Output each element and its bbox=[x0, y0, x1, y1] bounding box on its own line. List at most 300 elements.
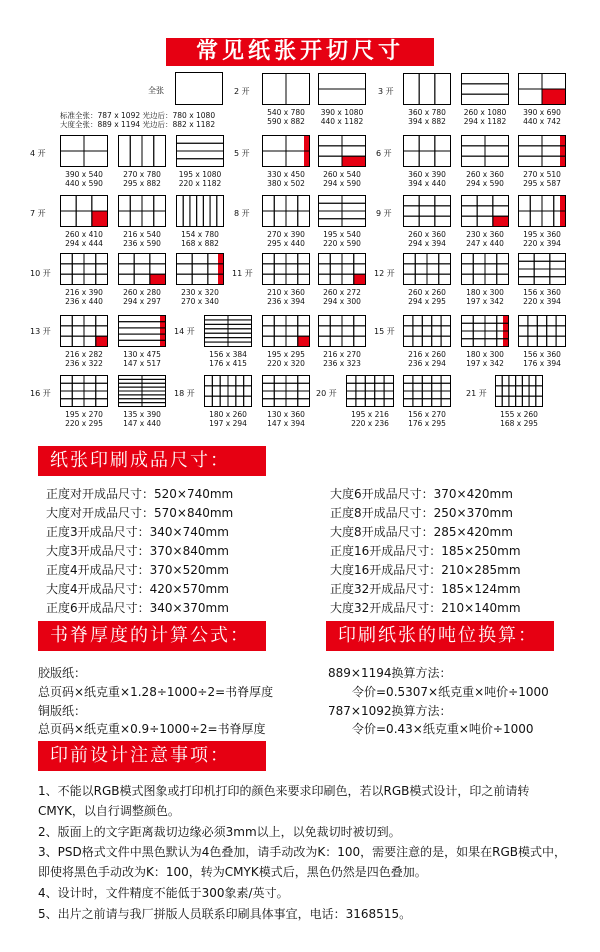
cut-cell bbox=[441, 383, 450, 391]
cut-cell bbox=[404, 206, 420, 216]
cut-size-caption-11-1: 130 x 475 147 x 517 bbox=[123, 350, 161, 368]
cut-cell bbox=[220, 396, 228, 406]
cut-diagram-7-2 bbox=[518, 195, 566, 227]
finished-size-right-5: 正度32开成品尺寸：185×124mm bbox=[330, 582, 521, 596]
cut-size-caption-1-1: 260 x 1080 294 x 1182 bbox=[463, 108, 507, 126]
cut-cell bbox=[462, 331, 474, 339]
cut-cell bbox=[61, 336, 73, 346]
cut-cell bbox=[375, 399, 384, 407]
cut-cell bbox=[286, 264, 298, 274]
group-label-1: 3 开 bbox=[378, 87, 394, 96]
cut-cell bbox=[298, 264, 310, 274]
cut-cell bbox=[427, 264, 439, 274]
spine-coated-formula: 总页码×纸克重×0.9÷1000÷2=书脊厚度 bbox=[38, 722, 266, 736]
cut-cell bbox=[183, 196, 190, 227]
note-1: 1、不能以RGB模式图象或打印机打印的颜色来要求印刷色，若以RGB模式设计，印之前请转CMYK，以自行调整颜色。 bbox=[38, 784, 530, 818]
cut-cell bbox=[263, 74, 287, 105]
cut-cell bbox=[432, 383, 441, 391]
waste-area bbox=[354, 274, 366, 284]
cut-cell bbox=[61, 254, 73, 264]
cut-cell bbox=[263, 316, 275, 326]
finished-size-right-2: 大度8开成品尺寸：285×420mm bbox=[330, 525, 513, 539]
cut-size-caption-2-2: 195 x 1080 220 x 1182 bbox=[178, 170, 222, 188]
cut-cell bbox=[142, 395, 166, 399]
cut-cell bbox=[404, 336, 413, 346]
cut-cell bbox=[365, 376, 374, 384]
cut-cell bbox=[485, 156, 509, 166]
cut-cell bbox=[84, 376, 96, 384]
cut-cell bbox=[404, 399, 413, 407]
cut-cell bbox=[263, 399, 275, 407]
cut-cell bbox=[92, 196, 108, 212]
finished-size-left-5: 大度4开成品尺寸：420×570mm bbox=[46, 582, 229, 596]
cut-size-caption-5-2: 154 x 780 168 x 882 bbox=[181, 230, 219, 248]
cut-cell bbox=[536, 386, 543, 396]
cut-cell bbox=[342, 316, 354, 326]
cut-size-caption-5-1: 216 x 540 236 x 590 bbox=[123, 230, 161, 248]
cut-cell bbox=[462, 84, 509, 94]
cut-cell bbox=[356, 391, 365, 399]
cut-cell bbox=[422, 383, 431, 391]
waste-area bbox=[96, 336, 108, 346]
cut-diagram-11-1 bbox=[118, 315, 166, 347]
cut-cell bbox=[72, 274, 84, 284]
cut-cell bbox=[462, 156, 486, 166]
cut-cell bbox=[286, 376, 298, 384]
cut-cell bbox=[413, 326, 422, 336]
cut-cell bbox=[142, 403, 166, 407]
cut-cell bbox=[493, 206, 509, 216]
cut-cell bbox=[330, 326, 342, 336]
cut-cell bbox=[473, 339, 485, 347]
group-label-7: 9 开 bbox=[376, 209, 392, 218]
cut-cell bbox=[404, 376, 413, 384]
cut-cell bbox=[274, 399, 286, 407]
cut-cell bbox=[330, 274, 342, 284]
cut-cell bbox=[142, 383, 166, 387]
cut-cell bbox=[263, 336, 275, 346]
cut-cell bbox=[435, 151, 451, 167]
cut-cell bbox=[319, 336, 331, 346]
cut-cell bbox=[462, 264, 474, 274]
cut-diagram-15-1 bbox=[262, 375, 310, 407]
cut-cell bbox=[354, 264, 366, 274]
cut-cell bbox=[286, 74, 310, 105]
cut-cell bbox=[342, 219, 366, 227]
cut-cell bbox=[550, 277, 566, 285]
finished-size-right-1: 正度8开成品尺寸：250×370mm bbox=[330, 506, 513, 520]
cut-cell bbox=[142, 391, 166, 395]
cut-cell bbox=[419, 206, 435, 216]
cut-size-caption-11-0: 216 x 282 236 x 322 bbox=[65, 350, 103, 368]
group-label-2: 4 开 bbox=[30, 149, 46, 158]
cut-cell bbox=[404, 196, 420, 206]
group-label-17: 21 开 bbox=[466, 389, 487, 398]
cut-cell bbox=[228, 329, 252, 333]
cut-cell bbox=[203, 196, 210, 227]
cut-cell bbox=[274, 254, 286, 264]
cut-size-caption-8-1: 260 x 280 294 x 297 bbox=[123, 288, 161, 306]
cut-cell bbox=[534, 277, 550, 285]
cut-cell bbox=[530, 211, 542, 227]
cut-cell bbox=[263, 383, 275, 391]
cut-cell bbox=[534, 261, 550, 269]
cut-cell bbox=[84, 326, 96, 336]
cut-size-caption-7-0: 260 x 360 294 x 394 bbox=[408, 230, 446, 248]
cut-cell bbox=[84, 316, 96, 326]
cut-size-caption-4-2: 270 x 510 295 x 587 bbox=[523, 170, 561, 188]
cut-cell bbox=[84, 399, 96, 407]
cut-cell bbox=[192, 264, 208, 274]
cut-cell bbox=[61, 316, 73, 326]
cut-cell bbox=[72, 326, 84, 336]
cut-cell bbox=[330, 316, 342, 326]
cut-cell bbox=[375, 376, 384, 384]
cut-cell bbox=[462, 323, 474, 331]
cut-diagram-6-1 bbox=[318, 195, 366, 227]
cut-cell bbox=[319, 136, 343, 146]
cut-cell bbox=[497, 264, 509, 274]
cut-cell bbox=[205, 376, 213, 386]
cut-cell bbox=[244, 386, 252, 396]
cut-cell bbox=[547, 326, 556, 336]
cut-cell bbox=[61, 136, 85, 152]
cut-cell bbox=[404, 74, 420, 105]
cut-cell bbox=[205, 342, 229, 346]
cut-cell bbox=[274, 316, 286, 326]
cut-cell bbox=[473, 264, 485, 274]
finished-size-right-6: 大度32开成品尺寸：210×140mm bbox=[330, 601, 521, 615]
group-label-8: 10 开 bbox=[30, 269, 51, 278]
cut-cell bbox=[84, 336, 96, 346]
group-label-13: 15 开 bbox=[374, 327, 395, 336]
cut-cell bbox=[61, 391, 73, 399]
cut-size-caption-0-0: 540 x 780 590 x 882 bbox=[267, 108, 305, 126]
cut-cell bbox=[274, 211, 286, 227]
cut-cell bbox=[354, 336, 366, 346]
cut-cell bbox=[274, 196, 286, 212]
cut-cell bbox=[435, 216, 451, 226]
cut-cell bbox=[96, 264, 108, 274]
cut-cell bbox=[263, 211, 275, 227]
cut-cell bbox=[119, 211, 131, 227]
cut-diagram-13-1 bbox=[461, 315, 509, 347]
cut-cell bbox=[522, 396, 529, 406]
cut-cell bbox=[528, 316, 537, 326]
group-label-14: 16 开 bbox=[30, 389, 51, 398]
cut-cell bbox=[263, 326, 275, 336]
cut-cell bbox=[84, 136, 108, 152]
cut-size-caption-2-1: 270 x 780 295 x 882 bbox=[123, 170, 161, 188]
cut-cell bbox=[432, 391, 441, 399]
cut-cell bbox=[537, 316, 546, 326]
cut-cell bbox=[319, 211, 343, 219]
cut-cell bbox=[419, 74, 435, 105]
cut-cell bbox=[286, 383, 298, 391]
cut-cell bbox=[473, 323, 485, 331]
cut-cell bbox=[119, 316, 166, 322]
cut-cell bbox=[286, 254, 298, 264]
cut-cell bbox=[509, 376, 516, 386]
cut-cell bbox=[228, 338, 252, 342]
cut-cell bbox=[536, 396, 543, 406]
cut-diagram-6-0 bbox=[262, 195, 310, 227]
cut-diagram-17-0 bbox=[495, 375, 543, 407]
cut-size-caption-0-1: 390 x 1080 440 x 1182 bbox=[320, 108, 364, 126]
cut-cell bbox=[263, 274, 275, 284]
cut-cell bbox=[356, 399, 365, 407]
cut-cell bbox=[435, 206, 451, 216]
cut-cell bbox=[154, 136, 166, 167]
cut-cell bbox=[502, 376, 509, 386]
cut-cell bbox=[319, 274, 331, 284]
cut-cell bbox=[496, 376, 503, 386]
cut-cell bbox=[342, 264, 354, 274]
cut-cell bbox=[365, 383, 374, 391]
cut-cell bbox=[342, 274, 354, 284]
cut-cell bbox=[274, 391, 286, 399]
section-tonnage: 印刷纸张的吨位换算： bbox=[326, 621, 554, 651]
cut-cell bbox=[422, 399, 431, 407]
cut-cell bbox=[84, 274, 96, 284]
cut-cell bbox=[61, 274, 73, 284]
cut-cell bbox=[205, 329, 229, 333]
section-prepress-notes: 印前设计注意事项： bbox=[38, 741, 266, 771]
full-sheet-label: 全张 bbox=[148, 86, 164, 95]
cut-cell bbox=[404, 254, 416, 264]
cut-size-caption-3-0: 330 x 450 380 x 502 bbox=[267, 170, 305, 188]
cut-cell bbox=[432, 326, 441, 336]
cut-size-caption-16-1: 156 x 270 176 x 295 bbox=[408, 410, 446, 428]
cut-cell bbox=[84, 254, 96, 264]
cut-size-caption-15-1: 130 x 360 147 x 394 bbox=[267, 410, 305, 428]
cut-size-caption-6-1: 195 x 540 220 x 590 bbox=[323, 230, 361, 248]
cut-cell bbox=[72, 399, 84, 407]
cut-cell bbox=[384, 391, 393, 399]
cut-cell bbox=[441, 326, 450, 336]
cut-cell bbox=[485, 146, 509, 156]
group-label-15: 18 开 bbox=[174, 389, 195, 398]
group-label-12: 14 开 bbox=[174, 327, 195, 336]
waste-area bbox=[542, 89, 566, 105]
group-label-5: 7 开 bbox=[30, 209, 46, 218]
cut-cell bbox=[530, 196, 542, 212]
cut-cell bbox=[519, 254, 535, 262]
cut-size-caption-14-0: 195 x 270 220 x 295 bbox=[65, 410, 103, 428]
cut-diagram-9-1 bbox=[318, 253, 366, 285]
cut-cell bbox=[404, 264, 416, 274]
cut-cell bbox=[177, 254, 193, 264]
cut-cell bbox=[119, 379, 143, 383]
cut-cell bbox=[130, 196, 142, 212]
cut-cell bbox=[96, 383, 108, 391]
cut-cell bbox=[519, 196, 531, 212]
cut-cell bbox=[462, 206, 478, 216]
cut-cell bbox=[519, 146, 543, 156]
cut-cell bbox=[502, 386, 509, 396]
cut-cell bbox=[347, 399, 356, 407]
cut-cell bbox=[347, 391, 356, 399]
cut-diagram-10-1 bbox=[461, 253, 509, 285]
cut-cell bbox=[354, 326, 366, 336]
cut-diagram-7-0 bbox=[403, 195, 451, 227]
cut-cell bbox=[228, 324, 252, 328]
note-3: 3、PSD格式文件中黑色默认为4色叠加，请手动改为K：100，需要注意的是，如果在RGB模式中，即使将黑色手动改为K：100，转为CMYK模式后，黑色仍然是四色叠加。 bbox=[38, 845, 567, 879]
cut-cell bbox=[342, 196, 366, 204]
cut-cell bbox=[205, 324, 229, 328]
cut-cell bbox=[72, 264, 84, 274]
cut-cell bbox=[547, 316, 556, 326]
cut-cell bbox=[485, 316, 497, 324]
cut-cell bbox=[477, 216, 493, 226]
cut-cell bbox=[404, 151, 420, 167]
cut-cell bbox=[119, 328, 166, 334]
cut-diagram-7-1 bbox=[461, 195, 509, 227]
cut-cell bbox=[342, 326, 354, 336]
cut-cell bbox=[130, 211, 142, 227]
cut-cell bbox=[61, 383, 73, 391]
cut-cell bbox=[422, 316, 431, 326]
cut-cell bbox=[519, 326, 528, 336]
cut-diagram-10-0 bbox=[403, 253, 451, 285]
cut-cell bbox=[154, 196, 166, 212]
cut-cell bbox=[462, 146, 486, 156]
cut-cell bbox=[413, 376, 422, 384]
cut-cell bbox=[72, 376, 84, 384]
cut-size-caption-3-1: 260 x 540 294 x 590 bbox=[323, 170, 361, 188]
cut-cell bbox=[556, 336, 565, 346]
cut-cell bbox=[298, 316, 310, 326]
cut-cell bbox=[422, 391, 431, 399]
cut-cell bbox=[96, 316, 108, 326]
cut-cell bbox=[177, 264, 193, 274]
cut-cell bbox=[342, 146, 366, 156]
cut-cell bbox=[375, 383, 384, 391]
cut-cell bbox=[150, 264, 166, 274]
cut-diagram-16-1 bbox=[403, 375, 451, 407]
cut-diagram-1-0 bbox=[403, 73, 451, 105]
cut-cell bbox=[61, 211, 77, 227]
cut-cell bbox=[142, 387, 166, 391]
cut-cell bbox=[177, 274, 193, 284]
cut-cell bbox=[119, 264, 135, 274]
cut-cell bbox=[556, 326, 565, 336]
cut-diagram-4-0 bbox=[403, 135, 451, 167]
waste-strip bbox=[160, 316, 166, 347]
cut-diagram-5-2 bbox=[176, 195, 224, 227]
cut-cell bbox=[485, 136, 509, 146]
cut-cell bbox=[286, 391, 298, 399]
cut-cell bbox=[119, 322, 166, 328]
cut-size-caption-7-1: 230 x 360 247 x 440 bbox=[466, 230, 504, 248]
cut-cell bbox=[485, 264, 497, 274]
cut-cell bbox=[228, 396, 236, 406]
cut-cell bbox=[509, 386, 516, 396]
cut-cell bbox=[286, 196, 298, 212]
cut-cell bbox=[473, 331, 485, 339]
cut-cell bbox=[529, 376, 536, 386]
group-label-9: 11 开 bbox=[232, 269, 253, 278]
cut-diagram-9-0 bbox=[262, 253, 310, 285]
cut-cell bbox=[441, 336, 450, 346]
cut-cell bbox=[356, 376, 365, 384]
cut-cell bbox=[142, 399, 166, 403]
cut-cell bbox=[192, 274, 208, 284]
cut-cell bbox=[365, 391, 374, 399]
section-spine-formula: 书脊厚度的计算公式： bbox=[38, 621, 266, 651]
cut-cell bbox=[404, 326, 413, 336]
cut-cell bbox=[319, 203, 343, 211]
cut-cell bbox=[519, 136, 543, 146]
cut-cell bbox=[330, 254, 342, 264]
cut-cell bbox=[519, 74, 543, 90]
cut-size-caption-7-2: 195 x 360 220 x 394 bbox=[523, 230, 561, 248]
cut-cell bbox=[415, 264, 427, 274]
cut-cell bbox=[422, 376, 431, 384]
cut-cell bbox=[142, 211, 154, 227]
cut-cell bbox=[441, 391, 450, 399]
note-4: 4、设计时，文件精度不能低于300象素/英寸。 bbox=[38, 886, 289, 900]
cut-cell bbox=[319, 326, 331, 336]
finished-size-left-2: 正度3开成品尺寸：340×740mm bbox=[46, 525, 229, 539]
cut-cell bbox=[462, 316, 474, 324]
cut-cell bbox=[298, 399, 310, 407]
cut-cell bbox=[404, 274, 416, 284]
cut-cell bbox=[263, 136, 287, 152]
cut-cell bbox=[177, 136, 224, 144]
cut-diagram-1-1 bbox=[461, 73, 509, 105]
cut-cell bbox=[119, 254, 135, 264]
cut-cell bbox=[519, 336, 528, 346]
cut-size-caption-13-1: 180 x 300 197 x 342 bbox=[466, 350, 504, 368]
cut-cell bbox=[537, 336, 546, 346]
cut-cell bbox=[356, 383, 365, 391]
cut-cell bbox=[286, 211, 298, 227]
tonnage-b-label: 787×1092换算方法： bbox=[328, 704, 452, 718]
cut-cell bbox=[274, 274, 286, 284]
note-2: 2、版面上的文字距离裁切边缘必须3mm以上，以免裁切时被切到。 bbox=[38, 825, 401, 839]
cut-cell bbox=[142, 379, 166, 383]
cut-cell bbox=[119, 136, 131, 167]
cut-cell bbox=[263, 391, 275, 399]
cut-cell bbox=[286, 316, 298, 326]
full-sheet-diagram bbox=[175, 72, 223, 105]
cut-size-caption-15-0: 180 x 260 197 x 294 bbox=[209, 410, 247, 428]
cut-cell bbox=[119, 340, 166, 346]
cut-cell bbox=[177, 151, 224, 159]
cut-size-caption-1-0: 360 x 780 394 x 882 bbox=[408, 108, 446, 126]
cut-cell bbox=[435, 136, 451, 152]
cut-cell bbox=[319, 264, 331, 274]
cut-cell bbox=[528, 326, 537, 336]
cut-size-caption-9-1: 260 x 272 294 x 300 bbox=[323, 288, 361, 306]
waste-area bbox=[92, 211, 108, 227]
cut-cell bbox=[441, 399, 450, 407]
cut-cell bbox=[439, 254, 451, 264]
cut-cell bbox=[419, 151, 435, 167]
cut-cell bbox=[244, 396, 252, 406]
cut-cell bbox=[177, 159, 224, 167]
cut-size-caption-6-0: 270 x 390 295 x 440 bbox=[267, 230, 305, 248]
cut-cell bbox=[493, 196, 509, 206]
cut-cell bbox=[462, 254, 474, 264]
cut-cell bbox=[384, 376, 393, 384]
cut-cell bbox=[528, 336, 537, 346]
cut-cell bbox=[496, 386, 503, 396]
cut-cell bbox=[217, 196, 224, 227]
cut-cell bbox=[497, 254, 509, 264]
cut-diagram-2-1 bbox=[118, 135, 166, 167]
